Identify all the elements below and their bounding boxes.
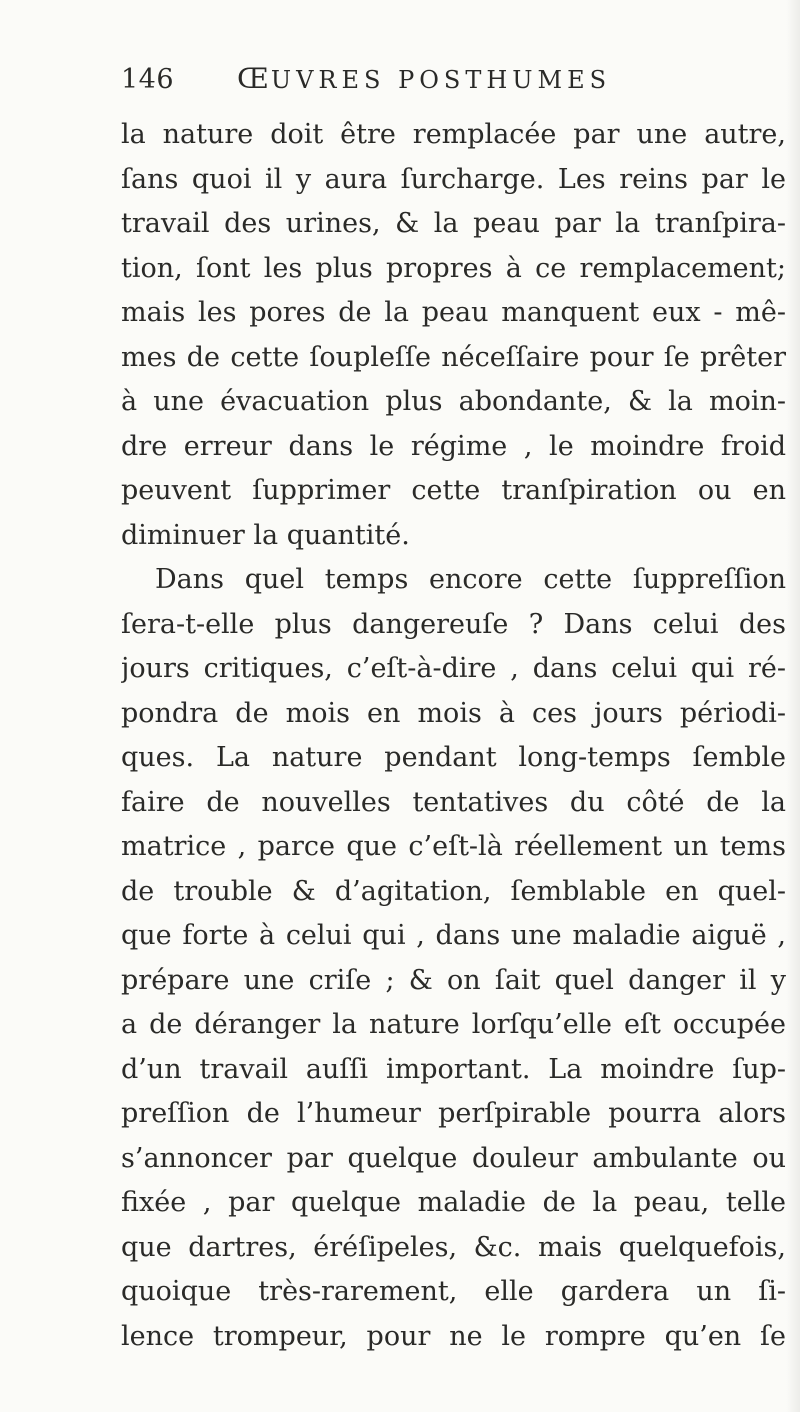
text-line: à une évacuation plus abondante, & la moin- [121, 386, 786, 417]
paragraph-end-line: diminuer la quantité. [121, 519, 410, 551]
running-title-rest: UVRES POSTHUMES [270, 66, 612, 94]
text-line: dre erreur dans le régime , le moindre froid [121, 430, 786, 462]
page-header [121, 62, 721, 106]
text-line: ques. La nature pendant long-temps ſemble [121, 742, 786, 773]
text-line: d’un travail auſſi important. La moindre ſup- [121, 1053, 786, 1085]
text-line: que dartres, éréſipeles, &c. mais quelquefois, [121, 1231, 786, 1263]
text-line: preſſion de l’humeur perſpirable pourra alors [121, 1098, 786, 1129]
text-line: ſans quoi il y aura ſurcharge. Les reins par le [121, 163, 786, 195]
text-line: lence trompeur, pour ne le rompre qu’en ſe [121, 1320, 786, 1352]
text-line: jours critiques, c’eſt-à-dire , dans celui qui ré- [121, 653, 786, 684]
text-line: pondra de mois en mois à ces jours périodi- [121, 697, 786, 729]
text-line: travail des urines, & la peau par la tranſpira- [121, 208, 786, 239]
text-line: ſera-t-elle plus dangereuſe ? Dans celui des [121, 608, 786, 640]
text-line: a de déranger la nature lorſqu’elle eſt occupée [121, 1009, 786, 1040]
running-title [237, 62, 611, 95]
page-edge-shadow [786, 0, 800, 1412]
text-line: de trouble & d’agitation, ſemblable en quel- [121, 875, 786, 907]
text-line: faire de nouvelles tentatives du côté de la [121, 786, 786, 818]
text-line: prépare une criſe ; & on ſait quel danger il y [121, 964, 786, 996]
text-line: peuvent ſupprimer cette tranſpiration ou en [121, 475, 786, 506]
text-line: mes de cette ſoupleſſe néceſſaire pour ſe prêter [121, 341, 786, 373]
page-number: 146 [121, 64, 175, 95]
text-line: la nature doit être remplacée par une autre, [121, 119, 786, 150]
text-line: mais les pores de la peau manquent eux - mê- [121, 297, 786, 328]
body-text [121, 113, 786, 1359]
text-line: tion, ſont les plus propres à ce remplacement; [121, 252, 786, 284]
text-line: fixée , par quelque maladie de la peau, telle [121, 1187, 786, 1218]
text-line: matrice , parce que c’eſt-là réellement un tems [121, 831, 786, 862]
paragraph-start-line: Dans quel temps encore cette ſuppreſſion [155, 564, 786, 595]
text-line: quoique très-rarement, elle gardera un ſi- [121, 1276, 786, 1307]
running-title-initial: Œ [237, 62, 271, 95]
text-line: que forte à celui qui , dans une maladie aiguë , [121, 920, 786, 951]
text-line: s’annoncer par quelque douleur ambulante ou [121, 1142, 786, 1174]
